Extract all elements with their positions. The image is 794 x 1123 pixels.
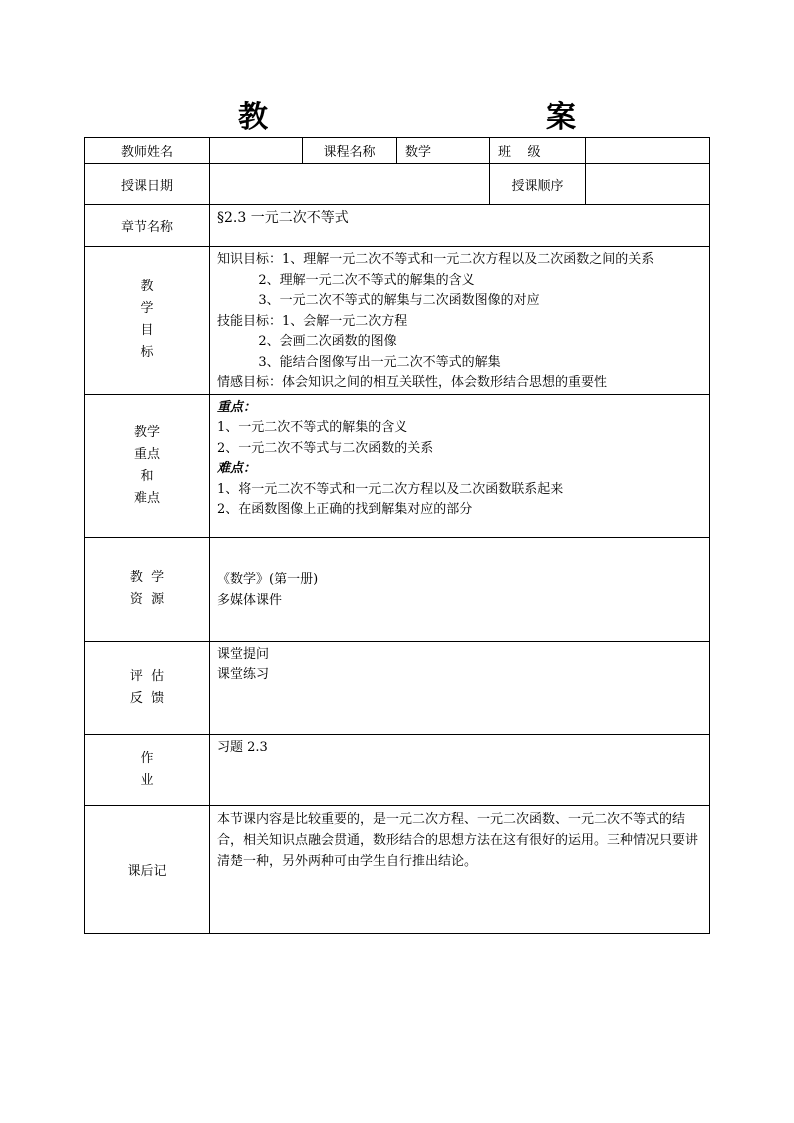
homework-row — [85, 734, 710, 805]
teacher-name-value — [210, 138, 303, 164]
objective-line: 3、一元二次不等式的解集与二次函数图像的对应 — [217, 293, 540, 308]
key-points-label-line: 难点 — [133, 490, 160, 506]
lesson-order-label: 授课顺序 — [490, 164, 586, 205]
objective-line: 知识目标：1、理解一元二次不等式和一元二次方程以及二次函数之间的关系 — [217, 252, 655, 267]
key-point-item: 1、一元二次不等式的解集的含义 — [217, 420, 408, 435]
remarks-label: 课后记 — [85, 805, 210, 933]
resources-label — [85, 537, 210, 641]
homework-label — [85, 734, 210, 805]
objectives-label-line: 目 — [140, 323, 154, 339]
key-points-label-line: 和 — [140, 468, 154, 484]
key-points-content — [210, 394, 710, 537]
feedback-row — [85, 641, 710, 734]
objectives-row — [85, 247, 710, 395]
lesson-date-label: 授课日期 — [85, 164, 210, 205]
objective-line: 情感目标：体会知识之间的相互关联性，体会数形结合思想的重要性 — [217, 375, 608, 390]
difficult-point-item: 2、在函数图像上正确的找到解集对应的部分 — [217, 502, 473, 517]
homework-label-line: 业 — [140, 772, 154, 788]
feedback-label-line: 反 馈 — [129, 690, 165, 706]
objectives-label-line: 标 — [140, 345, 154, 361]
lesson-plan-table — [84, 137, 710, 934]
key-point-heading: 重点： — [217, 399, 257, 415]
resource-item: 多媒体课件 — [217, 592, 283, 608]
header-row-2 — [85, 164, 710, 205]
key-point-item: 2、一元二次不等式与二次函数的关系 — [217, 440, 434, 456]
chapter-row — [85, 205, 710, 247]
resources-row — [85, 537, 710, 641]
difficult-point-heading: 难点： — [217, 461, 257, 476]
course-name-label: 课程名称 — [303, 138, 397, 164]
objective-line: 2、理解一元二次不等式的解集的含义 — [217, 272, 475, 288]
key-points-label-line: 重点 — [133, 446, 160, 462]
feedback-content — [210, 641, 710, 734]
resources-content — [210, 537, 710, 641]
key-points-label — [85, 394, 210, 537]
feedback-item: 课堂提问 — [217, 646, 270, 662]
lesson-order-value — [586, 164, 710, 205]
objectives-label-line: 学 — [140, 301, 154, 317]
teacher-name-label: 教师姓名 — [85, 138, 210, 164]
title-char-left: 教 — [238, 100, 268, 135]
course-name-value: 数学 — [397, 138, 490, 164]
feedback-item: 课堂练习 — [217, 667, 270, 682]
objectives-label-line: 教 — [140, 279, 154, 295]
lesson-date-value — [210, 164, 490, 205]
feedback-label — [85, 641, 210, 734]
objective-line: 2、会画二次函数的图像 — [217, 334, 397, 349]
objectives-label — [85, 247, 210, 395]
header-row-1 — [85, 138, 710, 164]
chapter-label: 章节名称 — [85, 205, 210, 247]
key-points-label-line: 教学 — [133, 424, 160, 440]
title-char-right: 案 — [546, 100, 576, 135]
class-label: 班 级 — [490, 138, 586, 164]
remarks-row — [85, 805, 710, 933]
difficult-point-item: 1、将一元二次不等式和一元二次方程以及二次函数联系起来 — [217, 481, 564, 497]
resource-item: 《数学》(第一册) — [217, 572, 319, 587]
homework-value: 习题 2.3 — [210, 734, 710, 805]
objective-line: 技能目标：1、会解一元二次方程 — [217, 313, 408, 329]
class-value — [586, 138, 710, 164]
homework-label-line: 作 — [140, 750, 154, 766]
feedback-label-line: 评 估 — [129, 668, 165, 684]
resources-label-line: 教 学 — [129, 570, 165, 585]
resources-label-line: 资 源 — [129, 592, 165, 607]
remarks-value: 本节课内容是比较重要的，是一元二次方程、一元二次函数、一元二次不等式的结合，相关知识点融会贯通，数形结合的思想方法在这有很好的运用。三种情况只要讲清楚一种，另外两种可由学生自行推出结论。 — [210, 805, 710, 933]
key-points-row — [85, 394, 710, 537]
objective-line: 3、能结合图像写出一元二次不等式的解集 — [217, 354, 501, 370]
document-title — [0, 98, 794, 138]
chapter-value: §2.3 一元二次不等式 — [210, 205, 710, 247]
objectives-content — [210, 247, 710, 395]
